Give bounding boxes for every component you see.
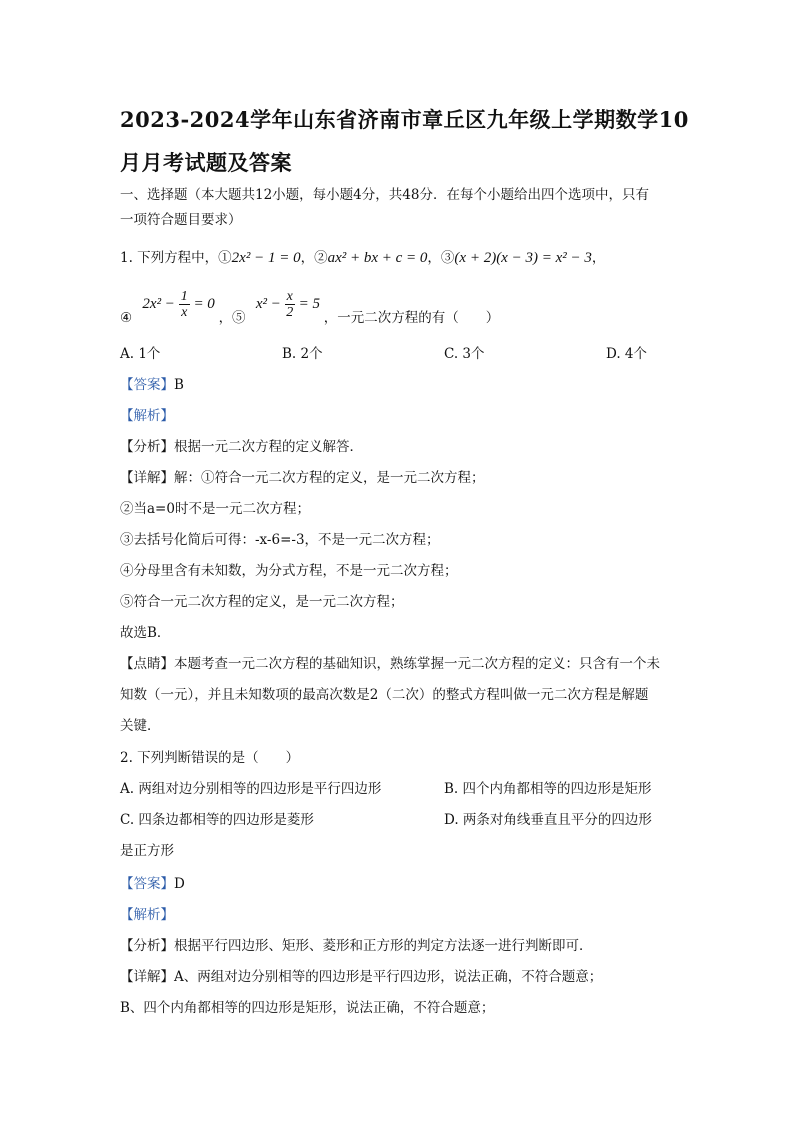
q1-analysis (120, 404, 174, 424)
section-intro-line-2: 一项符合题目要求） (120, 212, 242, 228)
q2-analysis (120, 903, 174, 923)
q2-fenxi-tag: 【分析】 (120, 938, 174, 954)
q1-xiangjie-text: 解：①符合一元二次方程的定义，是一元二次方程； (174, 470, 485, 486)
q1-answer-tag: 【答案】 (120, 377, 174, 393)
q1-comma: ， (591, 250, 606, 266)
q1-fenxi-tag: 【分析】 (120, 439, 174, 455)
q1-eq4-left: 2x² − (142, 296, 175, 313)
q1-stem-line-2 (120, 289, 500, 327)
q1-dianjing-text-1: 本题考查一元二次方程的基础知识，熟练掌握一元二次方程的定义：只含有一个未 (174, 656, 660, 672)
q1-choose: 故选B． (120, 625, 171, 641)
q1-eq5-numerator: x (286, 289, 293, 304)
section-intro-line-1: 一、选择题（本大题共12小题，每小题4分，共48分．在每个小题给出四个选项中，只有 (120, 187, 649, 203)
q1-equation-5 (255, 289, 324, 320)
q1-xiangjie (120, 466, 485, 486)
q2-fenxi-text: 根据平行四边形、矩形、菱形和正方形的判定方法逐一进行判断即可． (174, 938, 593, 954)
q2-xiangjie-text: A、两组对边分别相等的四边形是平行四边形，说法正确，不符合题意； (174, 969, 603, 985)
q1-option-a: A. 1个 (120, 346, 161, 362)
q1-eq4-denominator: x (181, 305, 188, 320)
q2-analysis-tag: 【解析】 (120, 907, 174, 923)
document-title-line-1: 2023-2024学年山东省济南市章丘区九年级上学期数学10 (120, 107, 689, 132)
q2-xiangjie-tag: 【详解】 (120, 969, 174, 985)
q1-fenxi (120, 435, 363, 455)
q1-eq5-left: x² − (255, 296, 281, 313)
q1-eq4-fraction (179, 290, 190, 320)
q2-option-a: A. 两组对边分别相等的四边形是平行四边形 (120, 781, 382, 797)
q2-xiangjie (120, 965, 602, 985)
q1-answer (120, 373, 184, 393)
q2-answer-value: D (174, 876, 185, 892)
q1-circle-4: ④ (120, 310, 133, 327)
q2-option-c: C. 四条边都相等的四边形是菱形 (120, 812, 314, 828)
q1-xiangjie-tag: 【详解】 (120, 470, 174, 486)
q1-eq5-fraction (285, 290, 295, 320)
document-title-line-2: 月月考试题及答案 (120, 150, 292, 175)
q2-answer (120, 872, 185, 892)
q2-answer-tag: 【答案】 (120, 876, 174, 892)
q2-fenxi (120, 934, 593, 954)
q1-equation-1: 2x² − 1 = 0 (231, 250, 301, 266)
q2-option-b: B. 四个内角都相等的四边形是矩形 (444, 781, 652, 797)
q1-dianjing-tag: 【点睛】 (120, 656, 174, 672)
q1-eq4-right: = 0 (193, 296, 215, 313)
q1-analysis-tag: 【解析】 (120, 408, 174, 424)
q1-detail-2: ②当a=0时不是一元二次方程； (120, 501, 310, 517)
q1-dianjing (120, 652, 660, 672)
q1-option-c: C. 3个 (444, 346, 485, 362)
q2-option-d-continued: 是正方形 (120, 843, 174, 859)
q1-eq5-right: = 5 (298, 296, 320, 313)
q1-sep-5: ，⑤ (218, 310, 246, 327)
q1-eq4-numerator: 1 (180, 289, 188, 304)
q1-sep-2: ，② (300, 250, 328, 266)
q2-option-d: D. 两条对角线垂直且平分的四边形 (444, 812, 652, 828)
q1-option-d: D. 4个 (606, 346, 648, 362)
q1-prefix: 1. 下列方程中，① (120, 250, 232, 266)
q2-detail-b: B、四个内角都相等的四边形是矩形，说法正确，不符合题意； (120, 1000, 495, 1016)
q1-equation-2: ax² + bx + c = 0 (327, 250, 428, 266)
q1-fenxi-text: 根据一元二次方程的定义解答． (174, 439, 363, 455)
q1-sep-3: ，③ (427, 250, 455, 266)
q1-detail-5: ⑤符合一元二次方程的定义，是一元二次方程； (120, 594, 404, 610)
q1-stem-line (120, 246, 605, 267)
q1-detail-3: ③去括号化简后可得：-x-6=-3，不是一元二次方程； (120, 532, 440, 548)
q1-equation-3: (x + 2)(x − 3) = x² − 3 (454, 250, 592, 266)
q1-suffix: ，一元二次方程的有（ ） (323, 310, 500, 327)
q1-dianjing-line-3: 关键． (120, 718, 161, 734)
q1-option-b: B. 2个 (282, 346, 323, 362)
q1-dianjing-line-2: 知数（一元），并且未知数项的最高次数是2（二次）的整式方程叫做一元二次方程是解题 (120, 687, 649, 703)
q1-eq5-denominator: 2 (286, 305, 294, 320)
q1-answer-value: B (174, 377, 184, 393)
q1-detail-4: ④分母里含有未知数，为分式方程，不是一元二次方程； (120, 563, 458, 579)
q2-stem: 2. 下列判断错误的是（ ） (120, 750, 300, 766)
q1-equation-4 (142, 289, 218, 320)
